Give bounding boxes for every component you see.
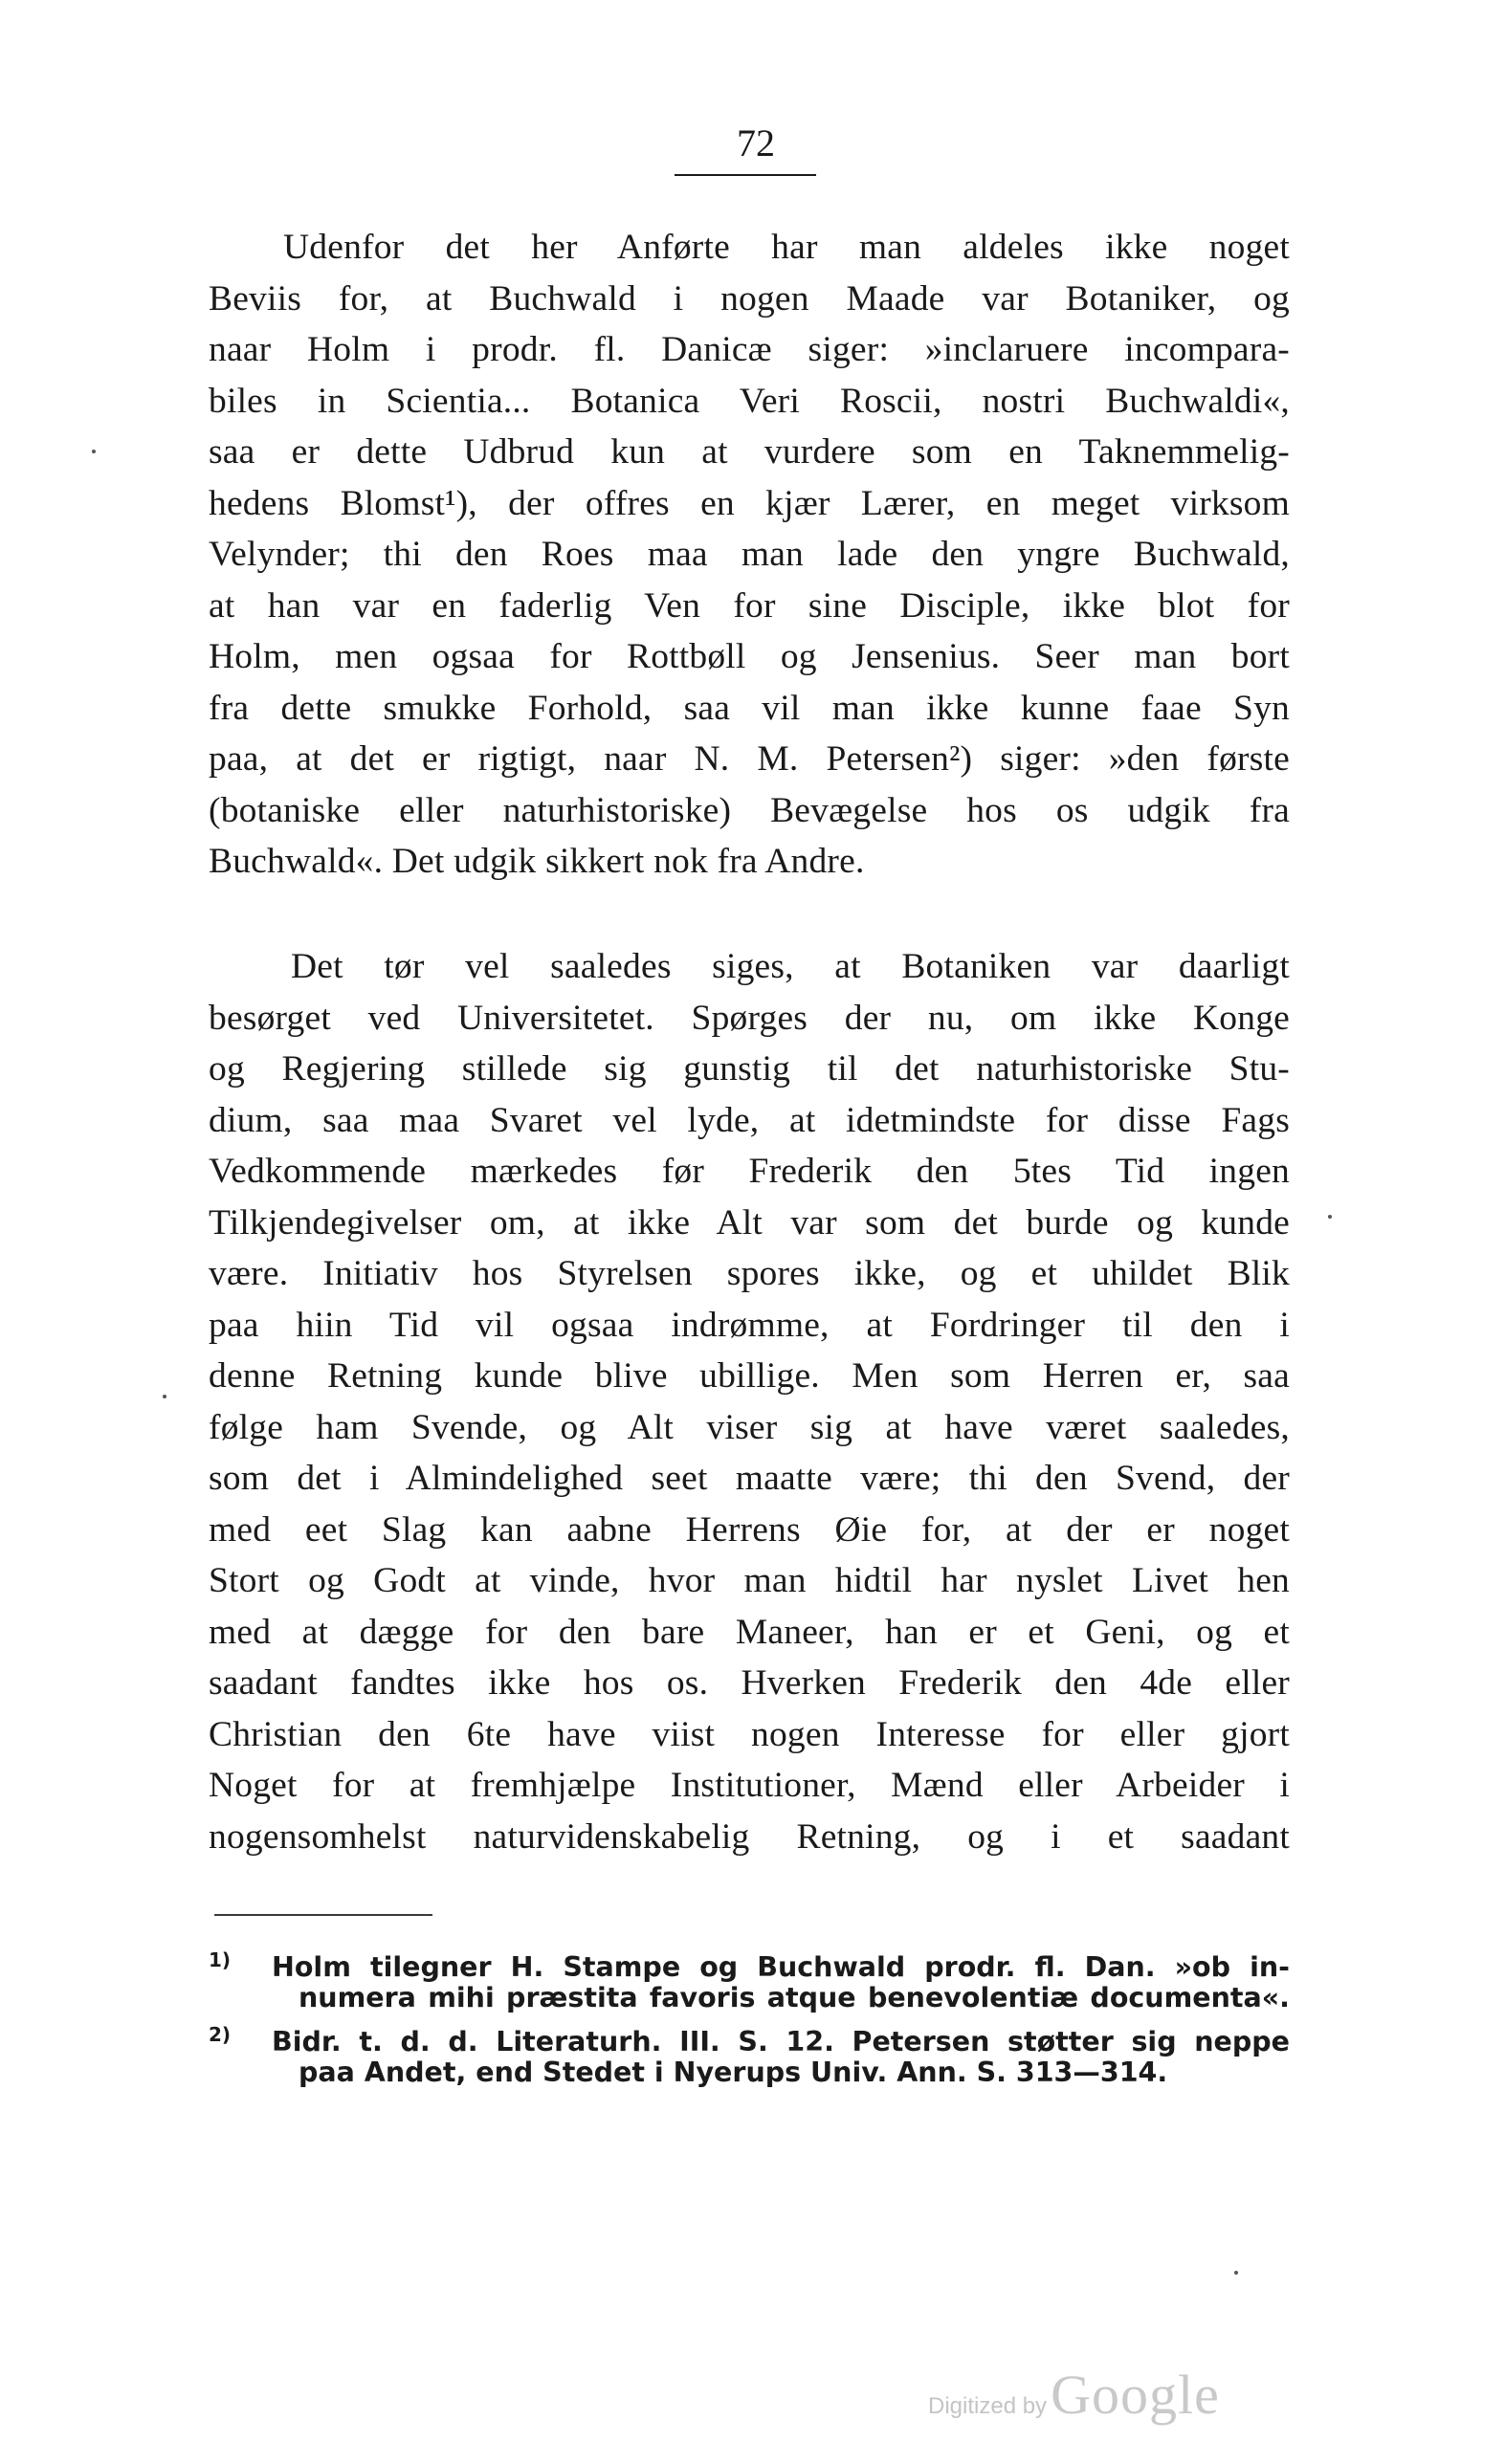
text-line: følge ham Svende, og Alt viser sig at have været saaledes, bbox=[209, 1407, 1290, 1447]
text-line: at han var en faderlig Ven for sine Disciple, ikke blot for bbox=[209, 585, 1290, 626]
text-line: med eet Slag kan aabne Herrens Øie for, at der er noget bbox=[209, 1509, 1290, 1550]
text-line: som det i Almindelighed seet maatte være; thi den Svend, der bbox=[209, 1459, 1290, 1498]
text-line: Buchwald«. Det udgik sikkert nok fra Andre. bbox=[209, 842, 865, 881]
footnote-line: paa Andet, end Stedet i Nyerups Univ. Ann. S. 313—314. bbox=[299, 2057, 1168, 2088]
watermark-prefix: Digitized by bbox=[928, 2393, 1048, 2419]
footnote-text: Bidr. t. d. d. Literaturh. III. S. 12. Petersen støtter sig neppe bbox=[272, 2026, 1290, 2057]
text-line: hedens Blomst¹), der offres en kjær Lærer, en meget virksom bbox=[209, 483, 1290, 523]
text-line: Udenfor det her Anførte har man aldeles ikke noget bbox=[283, 228, 1290, 267]
footnote-line: numera mihi præstita favoris atque benevolentiæ documenta«. bbox=[299, 1982, 1290, 2013]
footnote-marker bbox=[209, 1942, 272, 1986]
text-line: Vedkommende mærkedes før Frederik den 5tes Tid ingen bbox=[209, 1152, 1290, 1191]
paper-speck bbox=[1328, 1215, 1332, 1219]
text-line: Det tør vel saaledes siges, at Botaniken var daarligt bbox=[291, 947, 1290, 986]
paragraph-1 bbox=[209, 222, 1290, 888]
footnote-marker bbox=[209, 2016, 272, 2060]
footnote-marker-text: 1) bbox=[209, 1948, 232, 1971]
text-line: Beviis for, at Buchwald i nogen Maade var Botaniker, og bbox=[209, 278, 1290, 319]
text-line: Velynder; thi den Roes maa man lade den yngre Buchwald, bbox=[209, 535, 1290, 574]
footnotes bbox=[209, 1942, 1290, 2091]
footnote-text: Holm tilegner H. Stampe og Buchwald prodr. fl. Dan. »ob in- bbox=[272, 1951, 1290, 1983]
text-line: fra dette smukke Forhold, saa vil man ikke kunne faae Syn bbox=[209, 688, 1290, 728]
text-line: saadant fandtes ikke hos os. Hverken Frederik den 4de eller bbox=[209, 1663, 1290, 1703]
text-line: naar Holm i prodr. fl. Danicæ siger: »inclaruere incompara- bbox=[209, 330, 1290, 369]
paper-speck bbox=[1234, 2271, 1238, 2275]
text-line: Noget for at fremhjælpe Institutioner, Mænd eller Arbeider i bbox=[209, 1766, 1290, 1805]
text-line: besørget ved Universitetet. Spørges der nu, om ikke Konge bbox=[209, 998, 1290, 1038]
text-line: Tilkjendegivelser om, at ikke Alt var som det burde og kunde bbox=[209, 1202, 1290, 1243]
digitized-watermark bbox=[928, 2363, 1244, 2430]
text-line: være. Initiativ hos Styrelsen spores ikke, og et uhildet Blik bbox=[209, 1254, 1290, 1293]
paper-speck bbox=[163, 1395, 166, 1398]
footnote-rule bbox=[214, 1914, 432, 1916]
footnote-line bbox=[209, 2016, 1290, 2057]
text-line: nogensomhelst naturvidenskabelig Retning, og i et saadant bbox=[209, 1816, 1290, 1857]
page-number: 72 bbox=[737, 121, 775, 165]
text-line: biles in Scientia... Botanica Veri Roscii, nostri Buchwaldi«, bbox=[209, 381, 1290, 421]
text-line: saa er dette Udbrud kun at vurdere som en Taknemmelig- bbox=[209, 432, 1290, 472]
text-line: med at dægge for den bare Maneer, han er et Geni, og et bbox=[209, 1612, 1290, 1652]
text-line: paa, at det er rigtigt, naar N. M. Petersen²) siger: »den første bbox=[209, 739, 1290, 779]
footnote-1 bbox=[209, 1942, 1290, 2016]
text-line: Stort og Godt at vinde, hvor man hidtil har nyslet Livet hen bbox=[209, 1561, 1290, 1600]
text-line: og Regjering stillede sig gunstig til det naturhistoriske Stu- bbox=[209, 1049, 1290, 1089]
text-line: dium, saa maa Svaret vel lyde, at idetmindste for disse Fags bbox=[209, 1100, 1290, 1140]
text-line: paa hiin Tid vil ogsaa indrømme, at Fordringer til den i bbox=[209, 1305, 1290, 1345]
text-line: (botaniske eller naturhistoriske) Bevægelse hos os udgik fra bbox=[209, 790, 1290, 830]
footnote-line bbox=[209, 1942, 1290, 1983]
text-line: denne Retning kunde blive ubillige. Men som Herren er, saa bbox=[209, 1356, 1290, 1396]
footnote-2 bbox=[209, 2016, 1290, 2091]
text-line: Christian den 6te have viist nogen Interesse for eller gjort bbox=[209, 1714, 1290, 1754]
google-logo: Google bbox=[1051, 2364, 1220, 2426]
page-number-rule bbox=[675, 174, 816, 176]
text-line: Holm, men ogsaa for Rottbøll og Jensenius. Seer man bort bbox=[209, 637, 1290, 676]
paragraph-2 bbox=[209, 941, 1290, 1862]
footnote-marker-text: 2) bbox=[209, 2023, 232, 2046]
paper-speck bbox=[92, 450, 96, 453]
